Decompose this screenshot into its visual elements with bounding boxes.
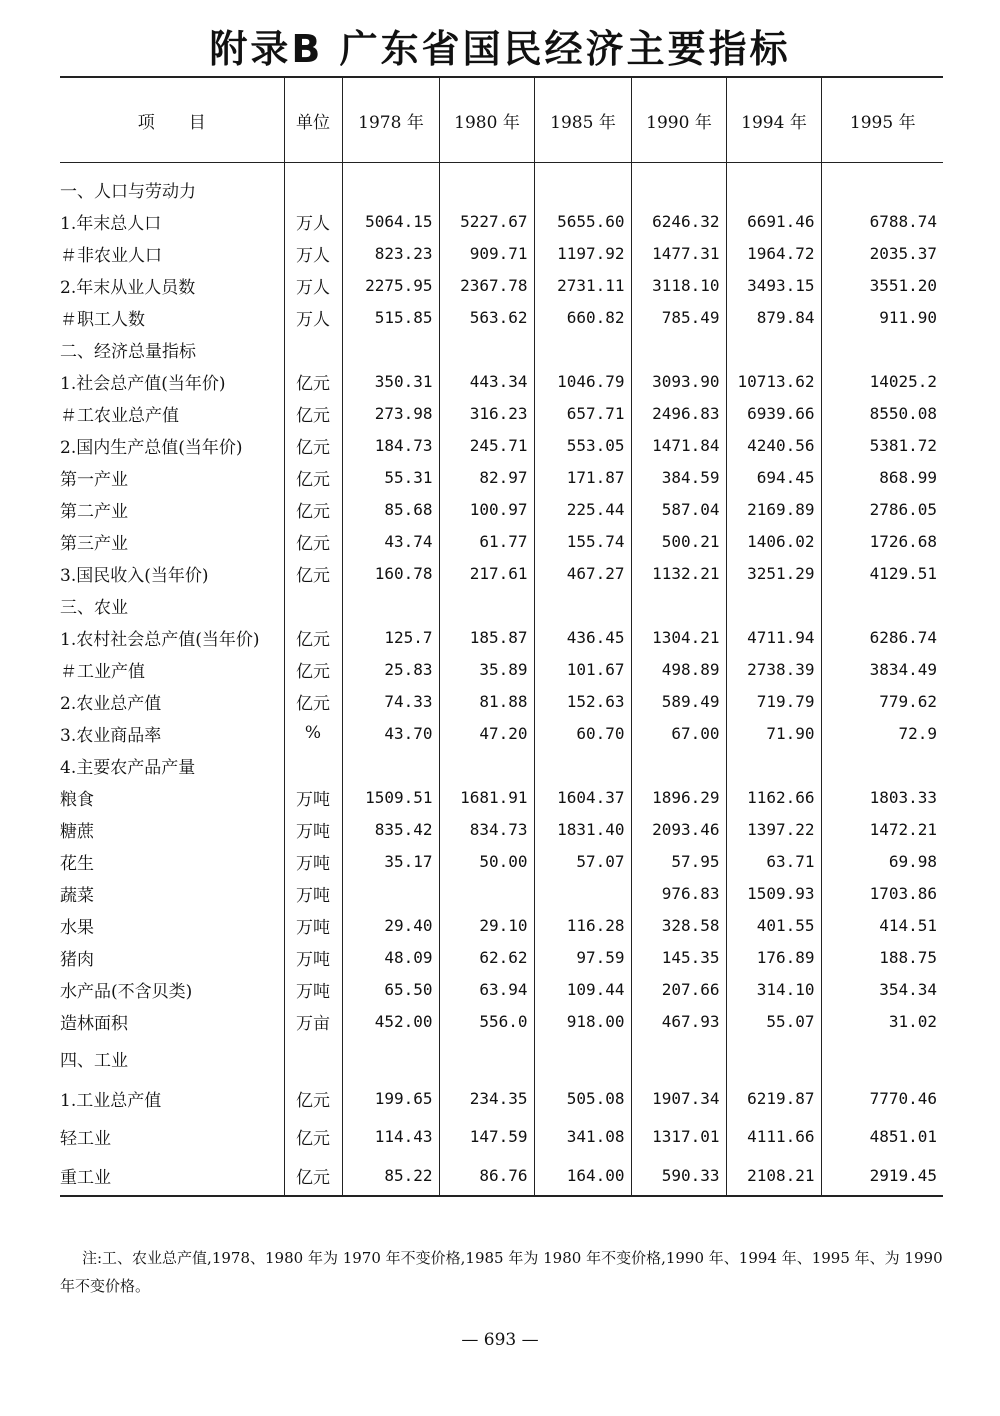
cell-1994: 2738.39 bbox=[726, 653, 821, 685]
cell-1990: 67.00 bbox=[631, 717, 726, 749]
cell-1995: 14025.2 bbox=[821, 365, 943, 397]
cell-1985: 60.70 bbox=[534, 717, 631, 749]
row-item-label: ＃职工人数 bbox=[60, 309, 145, 330]
cell-1994: 314.10 bbox=[726, 973, 821, 1005]
cell-1985 bbox=[534, 1037, 631, 1079]
cell-1985: 57.07 bbox=[534, 845, 631, 877]
cell-1980: 245.71 bbox=[439, 429, 534, 461]
row-item-label: 糖蔗 bbox=[60, 821, 94, 842]
cell-1994: 4111.66 bbox=[726, 1117, 821, 1155]
cell-1978 bbox=[342, 589, 439, 621]
row-item-label: 轻工业 bbox=[60, 1128, 111, 1149]
cell-1978 bbox=[342, 749, 439, 781]
table-row bbox=[60, 1037, 943, 1079]
row-item-label: 第三产业 bbox=[60, 533, 128, 554]
cell-1994: 1509.93 bbox=[726, 877, 821, 909]
cell-1990: 589.49 bbox=[631, 685, 726, 717]
row-item-label: 造林面积 bbox=[60, 1013, 128, 1034]
cell-1990: 500.21 bbox=[631, 525, 726, 557]
row-item-label: 第二产业 bbox=[60, 501, 128, 522]
cell-1980: 834.73 bbox=[439, 813, 534, 845]
table-body bbox=[60, 163, 943, 1197]
table-row bbox=[60, 813, 943, 845]
cell-1995 bbox=[821, 749, 943, 781]
cell-1990: 2093.46 bbox=[631, 813, 726, 845]
cell-1990: 1304.21 bbox=[631, 621, 726, 653]
row-unit bbox=[284, 589, 342, 621]
cell-1990: 1132.21 bbox=[631, 557, 726, 589]
cell-1985: 1831.40 bbox=[534, 813, 631, 845]
cell-1978 bbox=[342, 877, 439, 909]
cell-1985: 918.00 bbox=[534, 1005, 631, 1037]
row-item-label: 四、工业 bbox=[60, 1050, 128, 1071]
cell-1994: 4711.94 bbox=[726, 621, 821, 653]
cell-1980: 47.20 bbox=[439, 717, 534, 749]
cell-1980: 61.77 bbox=[439, 525, 534, 557]
table-row bbox=[60, 461, 943, 493]
table-row bbox=[60, 365, 943, 397]
cell-1990: 207.66 bbox=[631, 973, 726, 1005]
cell-1980: 909.71 bbox=[439, 237, 534, 269]
table-row bbox=[60, 909, 943, 941]
table-row bbox=[60, 397, 943, 429]
row-unit bbox=[284, 749, 342, 781]
indicators-table bbox=[60, 76, 943, 1197]
cell-1980: 35.89 bbox=[439, 653, 534, 685]
row-unit: 万吨 bbox=[284, 877, 342, 909]
cell-1994: 719.79 bbox=[726, 685, 821, 717]
row-unit: 亿元 bbox=[284, 653, 342, 685]
cell-1990: 498.89 bbox=[631, 653, 726, 685]
cell-1990: 3118.10 bbox=[631, 269, 726, 301]
cell-1995: 6788.74 bbox=[821, 205, 943, 237]
cell-1990 bbox=[631, 163, 726, 206]
cell-1995: 31.02 bbox=[821, 1005, 943, 1037]
row-item-label: 蔬菜 bbox=[60, 885, 94, 906]
row-item-label: 猪肉 bbox=[60, 949, 94, 970]
cell-1985: 1197.92 bbox=[534, 237, 631, 269]
cell-1995 bbox=[821, 1037, 943, 1079]
cell-1994 bbox=[726, 333, 821, 365]
row-item-label: 1.社会总产值(当年价) bbox=[60, 373, 226, 394]
cell-1980 bbox=[439, 163, 534, 206]
cell-1985: 155.74 bbox=[534, 525, 631, 557]
cell-1995: 3834.49 bbox=[821, 653, 943, 685]
row-unit: 万人 bbox=[284, 237, 342, 269]
cell-1994: 3251.29 bbox=[726, 557, 821, 589]
cell-1990: 1896.29 bbox=[631, 781, 726, 813]
cell-1980: 2367.78 bbox=[439, 269, 534, 301]
cell-1994: 1964.72 bbox=[726, 237, 821, 269]
row-unit bbox=[284, 333, 342, 365]
cell-1995: 2786.05 bbox=[821, 493, 943, 525]
cell-1994: 3493.15 bbox=[726, 269, 821, 301]
cell-1995: 188.75 bbox=[821, 941, 943, 973]
table-row bbox=[60, 781, 943, 813]
cell-1980 bbox=[439, 749, 534, 781]
row-item-label: ＃非农业人口 bbox=[60, 245, 162, 266]
cell-1980: 556.0 bbox=[439, 1005, 534, 1037]
cell-1995: 1472.21 bbox=[821, 813, 943, 845]
row-item-label: 水产品(不含贝类) bbox=[60, 981, 193, 1002]
cell-1990: 1907.34 bbox=[631, 1079, 726, 1117]
row-unit: % bbox=[284, 717, 342, 749]
cell-1985: 657.71 bbox=[534, 397, 631, 429]
row-item-label: 一、人口与劳动力 bbox=[60, 181, 196, 202]
cell-1994: 879.84 bbox=[726, 301, 821, 333]
cell-1995: 8550.08 bbox=[821, 397, 943, 429]
cell-1985: 101.67 bbox=[534, 653, 631, 685]
table-row bbox=[60, 749, 943, 781]
cell-1985: 505.08 bbox=[534, 1079, 631, 1117]
cell-1978: 350.31 bbox=[342, 365, 439, 397]
table-row bbox=[60, 205, 943, 237]
footnote: 注:工、农业总产值,1978、1980 年为 1970 年不变价格,1985 年为 1980 年不变价格,1990 年、1994 年、1995 年、为 1990 年不变价格。 bbox=[60, 1249, 943, 1295]
row-item-label: 1.工业总产值 bbox=[60, 1090, 162, 1111]
table-row bbox=[60, 269, 943, 301]
row-unit: 万吨 bbox=[284, 781, 342, 813]
row-item-label: 3.国民收入(当年价) bbox=[60, 565, 209, 586]
cell-1980 bbox=[439, 877, 534, 909]
cell-1995: 69.98 bbox=[821, 845, 943, 877]
row-unit: 万人 bbox=[284, 205, 342, 237]
cell-1994 bbox=[726, 163, 821, 206]
cell-1978: 25.83 bbox=[342, 653, 439, 685]
cell-1980: 100.97 bbox=[439, 493, 534, 525]
cell-1980: 29.10 bbox=[439, 909, 534, 941]
cell-1980: 234.35 bbox=[439, 1079, 534, 1117]
table-row bbox=[60, 163, 943, 206]
cell-1978: 823.23 bbox=[342, 237, 439, 269]
cell-1980: 82.97 bbox=[439, 461, 534, 493]
cell-1994: 10713.62 bbox=[726, 365, 821, 397]
cell-1994: 1162.66 bbox=[726, 781, 821, 813]
table-row bbox=[60, 973, 943, 1005]
cell-1995: 354.34 bbox=[821, 973, 943, 1005]
row-unit: 亿元 bbox=[284, 1155, 342, 1196]
row-unit: 亿元 bbox=[284, 557, 342, 589]
cell-1994 bbox=[726, 1037, 821, 1079]
cell-1985: 164.00 bbox=[534, 1155, 631, 1196]
cell-1994: 4240.56 bbox=[726, 429, 821, 461]
cell-1995 bbox=[821, 589, 943, 621]
cell-1980 bbox=[439, 589, 534, 621]
cell-1995: 868.99 bbox=[821, 461, 943, 493]
row-unit: 亿元 bbox=[284, 685, 342, 717]
cell-1994: 1406.02 bbox=[726, 525, 821, 557]
cell-1978: 85.68 bbox=[342, 493, 439, 525]
cell-1980: 50.00 bbox=[439, 845, 534, 877]
cell-1990: 1477.31 bbox=[631, 237, 726, 269]
table-row bbox=[60, 621, 943, 653]
table-row bbox=[60, 525, 943, 557]
row-unit: 万吨 bbox=[284, 845, 342, 877]
page-title: 附录B 广东省国民经济主要指标 bbox=[209, 27, 791, 71]
row-unit: 万吨 bbox=[284, 973, 342, 1005]
table-row bbox=[60, 717, 943, 749]
cell-1994: 401.55 bbox=[726, 909, 821, 941]
cell-1985: 109.44 bbox=[534, 973, 631, 1005]
cell-1985: 553.05 bbox=[534, 429, 631, 461]
cell-1980: 81.88 bbox=[439, 685, 534, 717]
row-item-label: 3.农业商品率 bbox=[60, 725, 162, 746]
cell-1980: 147.59 bbox=[439, 1117, 534, 1155]
cell-1978: 125.7 bbox=[342, 621, 439, 653]
row-unit: 亿元 bbox=[284, 397, 342, 429]
row-item-label: 水果 bbox=[60, 917, 94, 938]
cell-1995: 3551.20 bbox=[821, 269, 943, 301]
row-item-label: 2.农业总产值 bbox=[60, 693, 162, 714]
table-row bbox=[60, 845, 943, 877]
header-1990: 1990 年 bbox=[631, 77, 726, 163]
cell-1990 bbox=[631, 333, 726, 365]
cell-1990 bbox=[631, 749, 726, 781]
cell-1995: 5381.72 bbox=[821, 429, 943, 461]
cell-1994: 6219.87 bbox=[726, 1079, 821, 1117]
row-unit: 亿元 bbox=[284, 1117, 342, 1155]
cell-1985 bbox=[534, 749, 631, 781]
cell-1980: 443.34 bbox=[439, 365, 534, 397]
cell-1978: 48.09 bbox=[342, 941, 439, 973]
table-row bbox=[60, 653, 943, 685]
cell-1978: 65.50 bbox=[342, 973, 439, 1005]
row-item-label: ＃工业产值 bbox=[60, 661, 145, 682]
cell-1978: 55.31 bbox=[342, 461, 439, 493]
row-item-label: 重工业 bbox=[60, 1155, 284, 1196]
table-row bbox=[60, 1117, 943, 1155]
cell-1995: 1803.33 bbox=[821, 781, 943, 813]
cell-1980: 316.23 bbox=[439, 397, 534, 429]
header-1994: 1994 年 bbox=[726, 77, 821, 163]
row-unit bbox=[284, 163, 342, 206]
cell-1994: 1397.22 bbox=[726, 813, 821, 845]
cell-1990: 976.83 bbox=[631, 877, 726, 909]
cell-1990: 384.59 bbox=[631, 461, 726, 493]
cell-1985: 5655.60 bbox=[534, 205, 631, 237]
row-unit: 亿元 bbox=[284, 525, 342, 557]
row-unit: 亿元 bbox=[284, 461, 342, 493]
table-row bbox=[60, 557, 943, 589]
cell-1978 bbox=[342, 333, 439, 365]
cell-1990: 2496.83 bbox=[631, 397, 726, 429]
cell-1990: 328.58 bbox=[631, 909, 726, 941]
cell-1985: 1046.79 bbox=[534, 365, 631, 397]
cell-1985 bbox=[534, 877, 631, 909]
cell-1985: 341.08 bbox=[534, 1117, 631, 1155]
cell-1990: 785.49 bbox=[631, 301, 726, 333]
cell-1994: 63.71 bbox=[726, 845, 821, 877]
cell-1980: 563.62 bbox=[439, 301, 534, 333]
cell-1985: 152.63 bbox=[534, 685, 631, 717]
header-1978: 1978 年 bbox=[342, 77, 439, 163]
cell-1980: 185.87 bbox=[439, 621, 534, 653]
row-unit: 亿元 bbox=[284, 621, 342, 653]
cell-1978 bbox=[342, 1037, 439, 1079]
cell-1995: 911.90 bbox=[821, 301, 943, 333]
cell-1995: 4129.51 bbox=[821, 557, 943, 589]
row-item-label: 第一产业 bbox=[60, 469, 128, 490]
table-row bbox=[60, 301, 943, 333]
cell-1978: 5064.15 bbox=[342, 205, 439, 237]
cell-1978: 835.42 bbox=[342, 813, 439, 845]
row-unit: 万吨 bbox=[284, 813, 342, 845]
row-unit: 万人 bbox=[284, 269, 342, 301]
cell-1990: 57.95 bbox=[631, 845, 726, 877]
table-row bbox=[60, 877, 943, 909]
cell-1978: 515.85 bbox=[342, 301, 439, 333]
cell-1978: 199.65 bbox=[342, 1079, 439, 1117]
table-row bbox=[60, 1155, 943, 1196]
cell-1990 bbox=[631, 1037, 726, 1079]
cell-1995: 2035.37 bbox=[821, 237, 943, 269]
table-row bbox=[60, 941, 943, 973]
cell-1978 bbox=[342, 163, 439, 206]
row-item-label: 花生 bbox=[60, 853, 94, 874]
cell-1990: 1317.01 bbox=[631, 1117, 726, 1155]
cell-1985: 97.59 bbox=[534, 941, 631, 973]
cell-1985: 467.27 bbox=[534, 557, 631, 589]
cell-1994: 694.45 bbox=[726, 461, 821, 493]
cell-1995: 1703.86 bbox=[821, 877, 943, 909]
table-row bbox=[60, 429, 943, 461]
cell-1995: 2919.45 bbox=[821, 1155, 943, 1196]
cell-1980: 5227.67 bbox=[439, 205, 534, 237]
cell-1980: 1681.91 bbox=[439, 781, 534, 813]
row-unit: 万吨 bbox=[284, 909, 342, 941]
cell-1990: 3093.90 bbox=[631, 365, 726, 397]
row-unit bbox=[284, 1037, 342, 1079]
cell-1978: 184.73 bbox=[342, 429, 439, 461]
cell-1978: 35.17 bbox=[342, 845, 439, 877]
cell-1994: 2108.21 bbox=[726, 1155, 821, 1196]
cell-1994: 2169.89 bbox=[726, 493, 821, 525]
row-item-label: 二、经济总量指标 bbox=[60, 341, 196, 362]
cell-1995: 6286.74 bbox=[821, 621, 943, 653]
cell-1994 bbox=[726, 589, 821, 621]
cell-1995: 1726.68 bbox=[821, 525, 943, 557]
cell-1980: 62.62 bbox=[439, 941, 534, 973]
page-number: — 693 — bbox=[461, 1330, 539, 1350]
cell-1978: 273.98 bbox=[342, 397, 439, 429]
cell-1980: 86.76 bbox=[439, 1155, 534, 1196]
cell-1985: 116.28 bbox=[534, 909, 631, 941]
cell-1978: 160.78 bbox=[342, 557, 439, 589]
header-1985: 1985 年 bbox=[534, 77, 631, 163]
cell-1985: 225.44 bbox=[534, 493, 631, 525]
header-item: 项 目 bbox=[60, 77, 284, 163]
cell-1994: 71.90 bbox=[726, 717, 821, 749]
table-row bbox=[60, 685, 943, 717]
row-unit: 万吨 bbox=[284, 941, 342, 973]
cell-1985 bbox=[534, 333, 631, 365]
row-unit: 亿元 bbox=[284, 1079, 342, 1117]
row-item-label: 2.国内生产总值(当年价) bbox=[60, 437, 243, 458]
cell-1990: 145.35 bbox=[631, 941, 726, 973]
cell-1978: 29.40 bbox=[342, 909, 439, 941]
cell-1994 bbox=[726, 749, 821, 781]
table-row bbox=[60, 237, 943, 269]
row-item-label: 1.农村社会总产值(当年价) bbox=[60, 629, 260, 650]
cell-1994: 6939.66 bbox=[726, 397, 821, 429]
cell-1980: 63.94 bbox=[439, 973, 534, 1005]
cell-1990: 467.93 bbox=[631, 1005, 726, 1037]
cell-1980 bbox=[439, 1037, 534, 1079]
cell-1995: 7770.46 bbox=[821, 1079, 943, 1117]
row-item-label: 4.主要农产品产量 bbox=[60, 757, 196, 778]
cell-1995: 72.9 bbox=[821, 717, 943, 749]
row-item-label: 2.年末从业人员数 bbox=[60, 277, 196, 298]
header-1995: 1995 年 bbox=[821, 77, 943, 163]
cell-1978: 452.00 bbox=[342, 1005, 439, 1037]
row-unit: 亿元 bbox=[284, 493, 342, 525]
cell-1985: 660.82 bbox=[534, 301, 631, 333]
cell-1985 bbox=[534, 163, 631, 206]
row-item-label: ＃工农业总产值 bbox=[60, 405, 179, 426]
cell-1995: 4851.01 bbox=[821, 1117, 943, 1155]
cell-1978: 43.74 bbox=[342, 525, 439, 557]
cell-1978: 1509.51 bbox=[342, 781, 439, 813]
cell-1985: 436.45 bbox=[534, 621, 631, 653]
cell-1990: 1471.84 bbox=[631, 429, 726, 461]
cell-1978: 74.33 bbox=[342, 685, 439, 717]
header-row bbox=[60, 77, 943, 163]
row-item-label: 粮食 bbox=[60, 789, 94, 810]
cell-1995 bbox=[821, 163, 943, 206]
cell-1978: 43.70 bbox=[342, 717, 439, 749]
table-row bbox=[60, 1079, 943, 1117]
cell-1995 bbox=[821, 333, 943, 365]
row-unit: 亿元 bbox=[284, 365, 342, 397]
table-row bbox=[60, 493, 943, 525]
cell-1995: 414.51 bbox=[821, 909, 943, 941]
table-row bbox=[60, 589, 943, 621]
cell-1978: 85.22 bbox=[342, 1155, 439, 1196]
cell-1978: 114.43 bbox=[342, 1117, 439, 1155]
cell-1990: 590.33 bbox=[631, 1155, 726, 1196]
cell-1994: 176.89 bbox=[726, 941, 821, 973]
cell-1980: 217.61 bbox=[439, 557, 534, 589]
cell-1985: 171.87 bbox=[534, 461, 631, 493]
cell-1994: 55.07 bbox=[726, 1005, 821, 1037]
cell-1990: 6246.32 bbox=[631, 205, 726, 237]
cell-1985 bbox=[534, 589, 631, 621]
cell-1990 bbox=[631, 589, 726, 621]
cell-1978: 2275.95 bbox=[342, 269, 439, 301]
cell-1985: 1604.37 bbox=[534, 781, 631, 813]
cell-1995: 779.62 bbox=[821, 685, 943, 717]
row-item-label: 三、农业 bbox=[60, 597, 128, 618]
row-unit: 亿元 bbox=[284, 429, 342, 461]
row-item-label: 1.年末总人口 bbox=[60, 213, 162, 234]
table-row bbox=[60, 333, 943, 365]
row-unit: 万人 bbox=[284, 301, 342, 333]
row-unit: 万亩 bbox=[284, 1005, 342, 1037]
cell-1985: 2731.11 bbox=[534, 269, 631, 301]
header-unit: 单位 bbox=[284, 77, 342, 163]
header-1980: 1980 年 bbox=[439, 77, 534, 163]
cell-1994: 6691.46 bbox=[726, 205, 821, 237]
cell-1990: 587.04 bbox=[631, 493, 726, 525]
cell-1980 bbox=[439, 333, 534, 365]
table-row bbox=[60, 1005, 943, 1037]
